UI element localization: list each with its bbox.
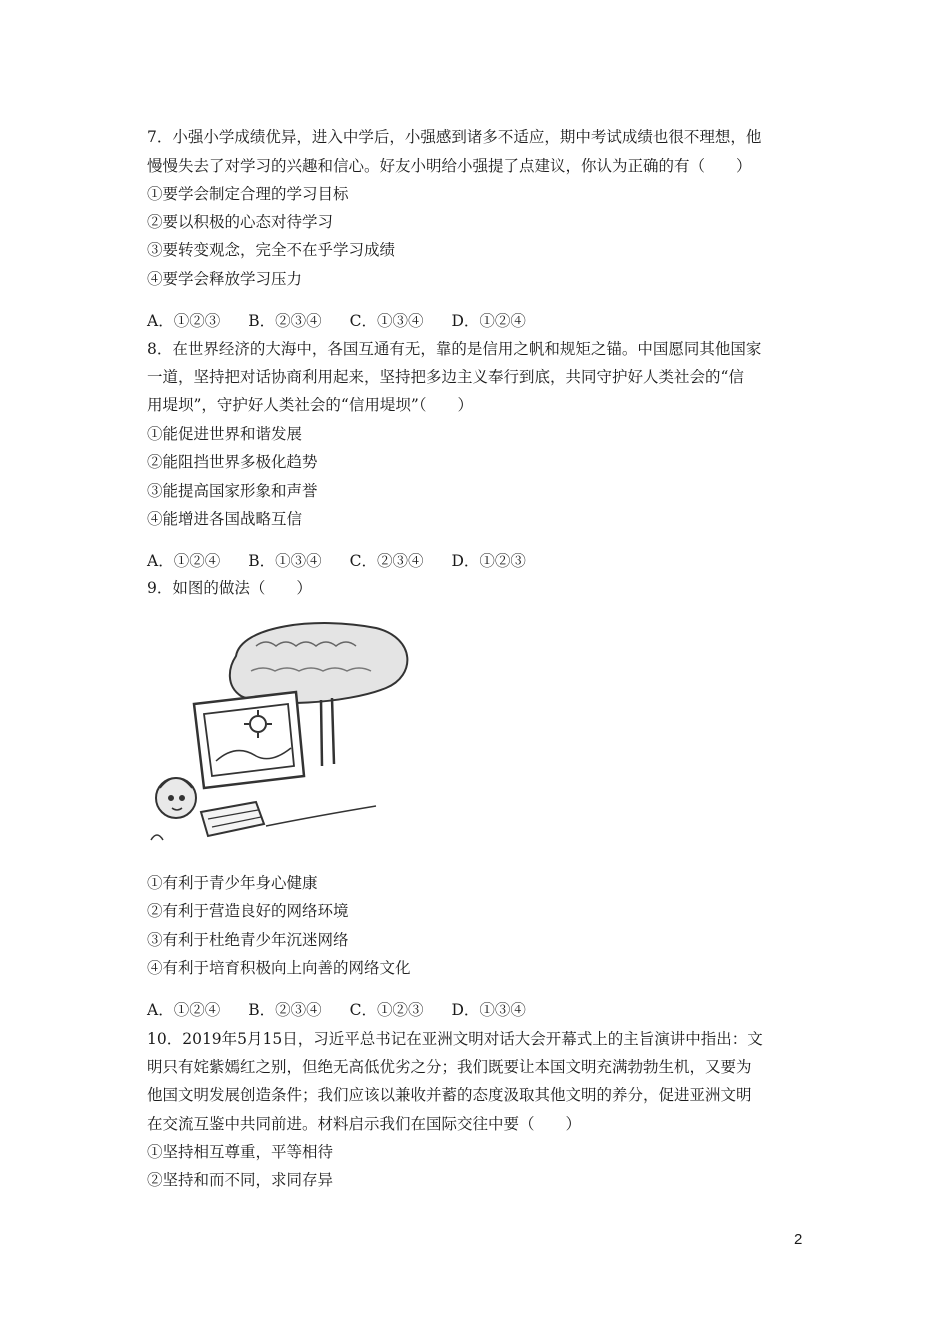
q9-item-4: ④有利于培育积极向上向善的网络文化: [147, 959, 411, 977]
q7-option-c[interactable]: C．①③④: [349, 312, 424, 330]
q10-item-2: ②坚持和而不同，求同存异: [147, 1171, 334, 1189]
q10-stem-line-1: 10．2019年5月15日，习近平总书记在亚洲文明对话大会开幕式上的主旨演讲中指出：文: [147, 1030, 763, 1048]
q7-option-d[interactable]: D．①②④: [451, 312, 526, 330]
q8-stem-line-1: 8．在世界经济的大海中，各国互通有无，靠的是信用之帆和规矩之锚。中国愿同其他国家: [147, 340, 762, 358]
cartoon-drawing: [146, 616, 416, 848]
q7-stem-line-2: 慢慢失去了对学习的兴趣和信心。好友小明给小强提了点建议，你认为正确的有（ ）: [147, 157, 752, 175]
q8-options: [147, 551, 554, 571]
q9-option-c[interactable]: C．①②③: [349, 1001, 424, 1019]
q9-item-3: ③有利于杜绝青少年沉迷网络: [147, 931, 349, 949]
page-number: 2: [794, 1231, 803, 1248]
q9-option-a[interactable]: A．①②④: [147, 1001, 221, 1019]
q8-option-c[interactable]: C．②③④: [349, 552, 424, 570]
q8-item-2: ②能阻挡世界多极化趋势: [147, 453, 318, 471]
q7-item-1: ①要学会制定合理的学习目标: [147, 185, 349, 203]
q8-option-a[interactable]: A．①②④: [147, 552, 221, 570]
q8-option-d[interactable]: D．①②③: [451, 552, 526, 570]
q8-option-b[interactable]: B．①③④: [248, 552, 322, 570]
q8-item-3: ③能提高国家形象和声誉: [147, 482, 318, 500]
q8-stem-line-3: 用堤坝”，守护好人类社会的“信用堤坝”（ ）: [147, 396, 474, 414]
q7-option-b[interactable]: B．②③④: [248, 312, 322, 330]
cartoon-illustration: [146, 616, 416, 848]
q7-item-3: ③要转变观念，完全不在乎学习成绩: [147, 241, 396, 259]
q8-item-1: ①能促进世界和谐发展: [147, 425, 303, 443]
q7-option-a[interactable]: A．①②③: [147, 312, 221, 330]
q7-item-2: ②要以积极的心态对待学习: [147, 213, 334, 231]
q9-item-2: ②有利于营造良好的网络环境: [147, 902, 349, 920]
q7-item-4: ④要学会释放学习压力: [147, 270, 303, 288]
q9-stem-line-1: 9．如图的做法（ ）: [147, 579, 312, 597]
q9-options: [147, 1000, 554, 1020]
q7-stem-line-1: 7．小强小学成绩优异，进入中学后，小强感到诸多不适应，期中考试成绩也很不理想，他: [147, 128, 762, 146]
q9-option-b[interactable]: B．②③④: [248, 1001, 322, 1019]
q8-stem-line-2: 一道，坚持把对话协商利用起来，坚持把多边主义奉行到底，共同守护好人类社会的“信: [147, 368, 744, 386]
q9-item-1: ①有利于青少年身心健康: [147, 874, 318, 892]
q10-stem-line-4: 在交流互鉴中共同前进。材料启示我们在国际交往中要（ ）: [147, 1115, 582, 1133]
q8-item-4: ④能增进各国战略互信: [147, 510, 303, 528]
q7-options: [147, 311, 554, 331]
q10-stem-line-2: 明只有姹紫嫣红之别，但绝无高低优劣之分；我们既要让本国文明充满勃勃生机，又要为: [147, 1058, 752, 1076]
q9-option-d[interactable]: D．①③④: [451, 1001, 526, 1019]
q10-stem-line-3: 他国文明发展创造条件；我们应该以兼收并蓄的态度汲取其他文明的养分，促进亚洲文明: [147, 1086, 752, 1104]
q10-item-1: ①坚持相互尊重，平等相待: [147, 1143, 334, 1161]
